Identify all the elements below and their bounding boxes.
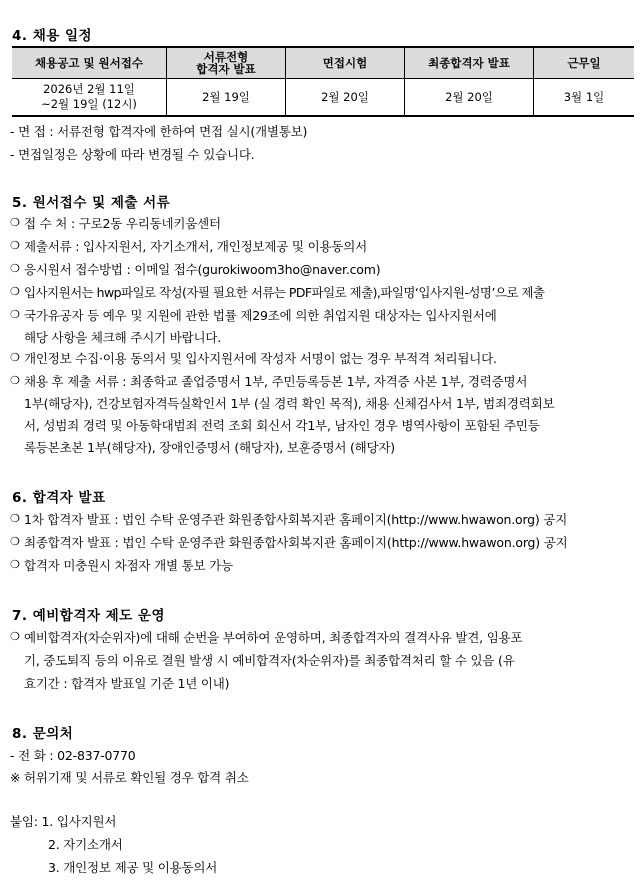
header-start-date: 근무일 bbox=[534, 47, 635, 79]
note-interview: - 면 접 : 서류전형 합격자에 한하여 면접 실시(개별통보) bbox=[10, 124, 308, 139]
section-6-title: 6. 합격자 발표 bbox=[12, 490, 106, 506]
header-final-announcement: 최종합격자 발표 bbox=[405, 47, 534, 79]
cell-application-end: ~2월 19일 (12시) bbox=[41, 97, 137, 111]
item-post-hire-4: 록등본초본 1부(해당자), 장애인증명서 (해당자), 보훈증명서 (해당자) bbox=[24, 440, 395, 455]
section-8-title: 8. 문의처 bbox=[12, 726, 74, 742]
item-first-announcement: 1차 합격자 발표 : 법인 수탁 운영주관 화원종합사회복지관 홈페이지(http://www.hwawon.org) 공지 bbox=[24, 512, 568, 527]
item-final-announcement: 최종합격자 발표 : 법인 수탁 운영주관 화원종합사회복지관 홈페이지(http://www.hwawon.org) 공지 bbox=[24, 535, 568, 550]
cell-start-date: 3월 1일 bbox=[534, 79, 635, 117]
schedule-table bbox=[12, 46, 634, 117]
cell-application-start: 2026년 2월 11일 bbox=[43, 82, 135, 96]
warning-false-entry: ※ 허위기재 및 서류로 확인될 경우 합격 취소 bbox=[10, 770, 249, 785]
item-email: 응시원서 접수방법 : 이메일 접수(gurokiwoom3ho@naver.com) bbox=[24, 262, 381, 277]
item-reserve-3: 효기간 : 합격자 발표일 기준 1년 이내) bbox=[24, 676, 230, 691]
item-veterans: 국가유공자 등 예우 및 지원에 관한 법률 제29조에 의한 취업지원 대상자는 입사지원서에 bbox=[24, 308, 497, 323]
item-documents: 제출서류 : 입사지원서, 자기소개서, 개인정보제공 및 이용동의서 bbox=[24, 239, 367, 254]
item-file-format: 입사지원서는 hwp파일로 작성(자필 필요한 서류는 PDF파일로 제출),파일명‘입사지원-성명’으로 제출 bbox=[24, 285, 545, 300]
bullet-icon: ❍ bbox=[10, 512, 20, 525]
item-veterans-cont: 해당 사항을 체크해 주시기 바랍니다. bbox=[24, 330, 221, 345]
note-schedule-change: - 면접일정은 상황에 따라 변경될 수 있습니다. bbox=[10, 147, 255, 162]
bullet-icon: ❍ bbox=[10, 374, 20, 387]
header-interview: 면접시험 bbox=[286, 47, 405, 79]
cell-document-result: 2월 19일 bbox=[167, 79, 286, 117]
item-consent: 개인정보 수집·이용 동의서 및 입사지원서에 작성자 서명이 없는 경우 부적격 처리됩니다. bbox=[24, 351, 497, 366]
cell-interview-date: 2월 20일 bbox=[286, 79, 405, 117]
item-runner-up: 합격자 미충원시 차점자 개별 통보 가능 bbox=[24, 558, 233, 573]
item-reception: 접 수 처 : 구로2동 우리동네키움센터 bbox=[24, 216, 221, 231]
header-document-screening-line1: 서류전형 bbox=[203, 50, 249, 64]
schedule-header-row bbox=[12, 47, 634, 79]
bullet-icon: ❍ bbox=[10, 558, 20, 571]
bullet-icon: ❍ bbox=[10, 262, 20, 275]
contact-phone: - 전 화 : 02-837-0770 bbox=[10, 748, 136, 763]
item-reserve-2: 기, 중도퇴직 등의 이유로 결원 발생 시 예비합격자(차순위자)를 최종합격처리 할 수 있음 (유 bbox=[24, 653, 515, 668]
cell-final-date: 2월 20일 bbox=[405, 79, 534, 117]
header-application: 채용공고 및 원서접수 bbox=[12, 47, 167, 79]
section-5-title: 5. 원서접수 및 제출 서류 bbox=[12, 195, 171, 211]
item-post-hire-3: 서, 성범죄 경력 및 아동학대범죄 전력 조회 회신서 각1부, 남자인 경우 병역사항이 포함된 주민등 bbox=[24, 418, 540, 433]
header-document-screening-line2: 합격자 발표 bbox=[196, 62, 256, 76]
attachment-3: 3. 개인정보 제공 및 이용동의서 bbox=[48, 860, 218, 875]
bullet-icon: ❍ bbox=[10, 308, 20, 321]
attachment-1: 붙임: 1. 입사지원서 bbox=[10, 814, 117, 829]
cell-application-period bbox=[12, 79, 167, 117]
bullet-icon: ❍ bbox=[10, 285, 20, 298]
bullet-icon: ❍ bbox=[10, 630, 20, 643]
header-document-screening bbox=[167, 47, 286, 79]
bullet-icon: ❍ bbox=[10, 239, 20, 252]
section-4-title: 4. 채용 일정 bbox=[12, 28, 93, 44]
item-reserve-1: 예비합격자(차순위자)에 대해 순번을 부여하여 운영하며, 최종합격자의 결격사유 발견, 임용포 bbox=[24, 630, 523, 645]
item-post-hire-2: 1부(해당자), 건강보험자격득실확인서 1부 (실 경력 확인 목적), 채용 신체검사서 1부, 범죄경력회보 bbox=[24, 396, 555, 411]
section-7-title: 7. 예비합격자 제도 운영 bbox=[12, 608, 165, 624]
bullet-icon: ❍ bbox=[10, 216, 20, 229]
attachment-2: 2. 자기소개서 bbox=[48, 837, 123, 852]
schedule-value-row bbox=[12, 79, 634, 117]
bullet-icon: ❍ bbox=[10, 351, 20, 364]
bullet-icon: ❍ bbox=[10, 535, 20, 548]
item-post-hire-1: 채용 후 제출 서류 : 최종학교 졸업증명서 1부, 주민등록등본 1부, 자격증 사본 1부, 경력증명서 bbox=[24, 374, 528, 389]
